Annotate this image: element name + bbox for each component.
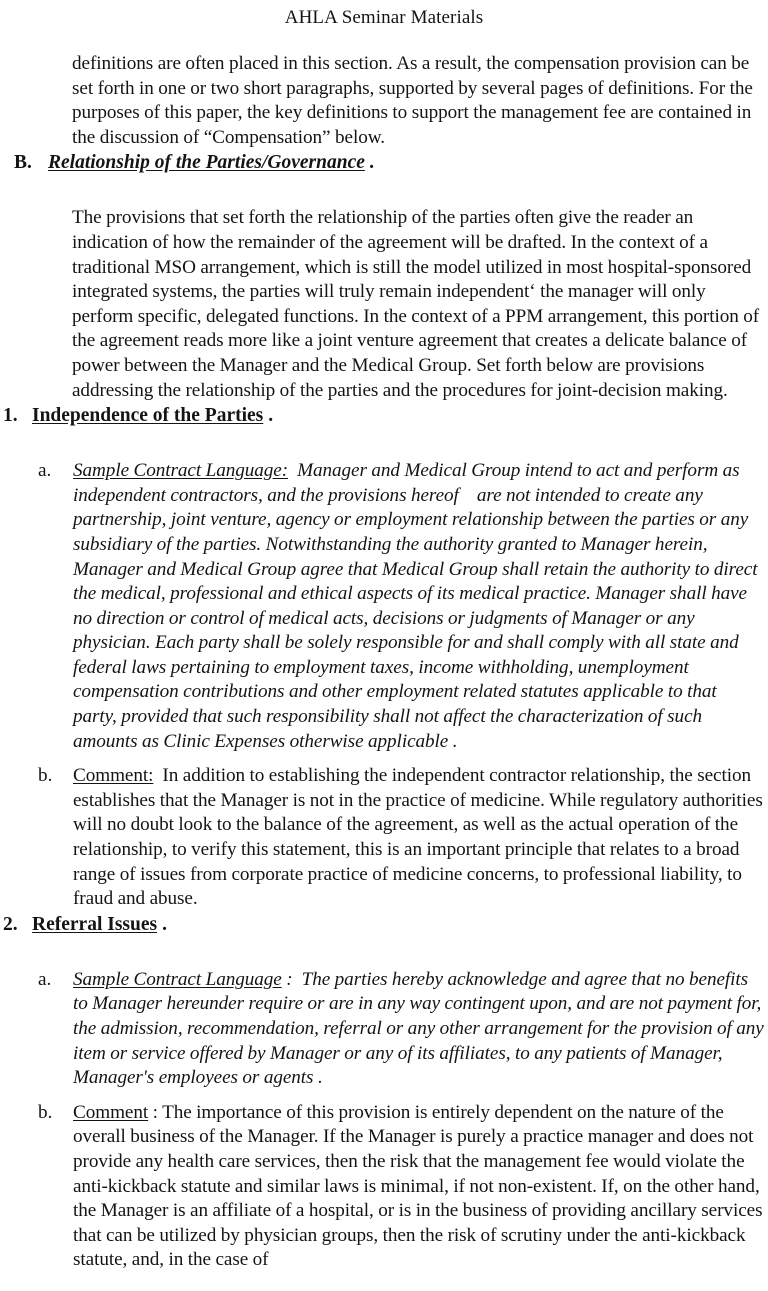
list-item-2a-label: Sample Contract Language [73, 968, 282, 990]
list-item-1b-text: In addition to establishing the independent contractor relationship, the section establishes that the Manager is not in the practice of medicine. While regulatory authorities will no doubt look to the balance of the agreement, as well as the actual operation of the relationship, to verify this statement, this is an important principle that relates to a broad range of issues from corporate practice of medicine concerns, to professional liability, to fraud and abuse. [73, 765, 763, 910]
intro-paragraph: definitions are often placed in this section. As a result, the compensation provision can be set forth in one or two short paragraphs, supported by several pages of definitions. For the purposes of this paper, the key definitions to support the management fee are contained in the discussion of “Compensation” below. [72, 53, 753, 148]
list-item-2a [0, 968, 768, 1091]
heading-item-2-trail: . [162, 913, 167, 935]
heading-item-1-marker: 1. [3, 405, 18, 427]
list-item-2b-label: Comment [73, 1101, 149, 1123]
list-item-1b-label: Comment: [73, 765, 154, 787]
heading-item-1-title: Independence of the Parties [32, 405, 264, 427]
list-item-2a-content [73, 968, 764, 1091]
heading-section-b-trail: . [369, 152, 375, 174]
list-item-2b-text: The importance of this provision is entirely dependent on the nature of the overall business of the Manager. If the Manager is purely a practice manager and does not provide any health care services, then the risk that the management fee would violate the anti-kickback statute and similar laws is minimal, if not non-existent. If, on the other hand, the Manager is an affiliate of a hospital, or is in the business of providing ancillary services that can be utilized by physician groups, then the risk of scrutiny under the anti-kickback statute, and, in the case of [73, 1101, 763, 1271]
list-item-1b-content [73, 764, 764, 912]
spacer [0, 30, 768, 52]
heading-item-2-title: Referral Issues [32, 913, 158, 935]
list-item-2b [0, 1101, 768, 1273]
heading-section-b [0, 150, 768, 176]
list-item-1a-content [73, 459, 764, 754]
page-header-title: AHLA Seminar Materials [284, 7, 484, 28]
heading-item-2 [0, 912, 768, 938]
list-item-1a-lead-space [288, 460, 297, 481]
heading-item-1-trail: . [268, 405, 274, 427]
list-item-1b-marker: b. [38, 765, 53, 787]
heading-item-1 [0, 403, 768, 429]
list-item-1a-text-part2: are not intended to create any partnership, joint venture, agency or employment relationship between the parties or any subsidiary of the parties. Notwithstanding the authority granted to Manager herein, Manager and Medical Group agree that Medical Group shall retain the authority to direct the medical, professional and ethical aspects of its medical practice. Manager shall have no direction or control of medical acts, decisions or judgments of Manager or any physician. Each party shall be solely responsible for and shall comply with all state and federal laws pertaining to employment taxes, income withholding, unemployment compensation contributions and other employment related statutes applicable to that party, provided that such responsibility shall not affect the characterization of such amounts as Clinic Expenses otherwise applicable . [73, 484, 758, 752]
list-item-2a-separator: : [281, 968, 293, 990]
list-item-2b-separator: : [148, 1101, 158, 1123]
heading-item-2-marker: 2. [3, 913, 18, 935]
list-item-1a-inner-gap [459, 485, 477, 506]
spacer [0, 1091, 768, 1101]
section-b-paragraph: The provisions that set forth the relationship of the parties often give the reader an indication of how the remainder of the agreement will be drafted. In the context of a traditional MSO arrangement, which is still the model utilized in most hospital-sponsored integrated systems, the parties will truly remain independent‘ the manager will only perform specific, delegated functions. In the context of a PPM arrangement, this portion of the agreement reads more like a joint venture agreement that creates a delicate balance of power between the Manager and the Medical Group. Set forth below are provisions addressing the relationship of the parties and the procedures for joint-decision making. [72, 207, 760, 401]
list-item-1a-text-part1: Manager and Medical Group intend to act and perform as independent contractors, and the provisions hereof [73, 460, 740, 506]
list-item-2a-text: The parties hereby acknowledge and agree that no benefits to Manager hereunder require or are in any way contingent upon, and are not payment for, the admission, recommendation, referral or any other arrangement for the provision of any item or service offered by Manager or any of its affiliates, to any patients of Manager, Manager's employees or agents . [73, 968, 764, 1089]
list-item-2a-marker: a. [38, 968, 52, 990]
heading-section-b-title: Relationship of the Parties/Governance [48, 152, 365, 174]
list-item-2a-lead-space [293, 969, 302, 990]
list-item-2b-content [73, 1101, 764, 1273]
spacer [0, 429, 768, 459]
list-item-1b [0, 764, 768, 912]
spacer [0, 938, 768, 968]
spacer [0, 754, 768, 764]
list-item-2b-marker: b. [38, 1101, 53, 1123]
list-item-1a-label: Sample Contract Language: [73, 460, 289, 482]
list-item-1a [0, 459, 768, 754]
heading-section-b-marker: B. [14, 152, 32, 174]
list-item-1a-marker: a. [38, 460, 52, 482]
spacer [0, 176, 768, 206]
